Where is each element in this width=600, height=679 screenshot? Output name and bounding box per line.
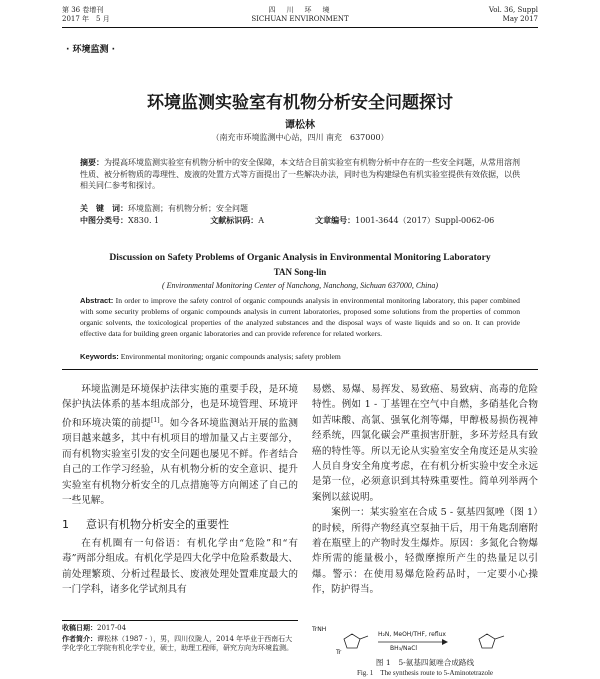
journal-name-cn: 四 川 环 境 [268, 6, 332, 14]
received-line [62, 623, 298, 634]
scheme-reagents-bottom: BH₃/NaCl [390, 645, 418, 652]
right-paragraph-1: 易燃、易爆、易挥发、易致癌、易致病、高毒的危险特性。例如 1 - 丁基锂在空气中自燃，多硝基化合物如苦味酸、高氯、强氧化剂等爆，甲醇极易损伤视神经系统，四氯化碳会严重损害肝脏，多环芳烃具有致癌的特性等。所以无论从实验室安全角度还是从实验人员自身安全角度考虑，在有机分析实验中安全永远是第一位，必须意识到其特殊重要性。简单列举两个案例以兹说明。 [312, 384, 538, 503]
paper-title-cn: 环境监测实验室有机物分析安全问题探讨 [147, 93, 453, 113]
clc-label: 中图分类号： [80, 215, 128, 225]
tetrazole-ring-left [344, 634, 360, 648]
author-bio [62, 634, 298, 654]
abstract-cn [80, 157, 520, 192]
keywords-cn-label: 关 键 词： [80, 203, 128, 213]
affiliation-en: ( Environmental Monitoring Center of Nanchong, Nanchong, Sichuan 637000, China) [161, 281, 439, 290]
keywords-cn-text: 环境监测；有机物分析；安全问题 [128, 204, 248, 213]
date-line: 2017 年 5 月 [62, 15, 110, 23]
journal-issue [489, 6, 538, 24]
body-right-column [312, 382, 538, 598]
bond-right [495, 636, 504, 639]
journal-name [62, 6, 538, 24]
scheme-label-trnh: TrNH [312, 626, 327, 633]
reaction-arrowhead [442, 639, 448, 645]
section-number: 1 [62, 518, 69, 532]
tetrazole-ring-right [479, 634, 495, 648]
header-rule [62, 27, 538, 28]
received-date: 2017-04 [97, 624, 127, 632]
received-label: 收稿日期： [62, 623, 97, 632]
classification-line [80, 215, 520, 226]
section-paragraph: 在有机圈有一句俗语：有机化学由“危险”和“有毒”两部分组成。有机化学是四大化学中危险系数最大、前处理繁琐、分析过程最长、废液处理处置难度最大的一门学科，诸多化学试剂具有 [62, 537, 298, 596]
clc-value: X830. 1 [128, 216, 160, 225]
article-id-label: 文章编号： [315, 215, 356, 225]
footnote-rule [62, 620, 298, 621]
issue-line: Vol. 36, Suppl [488, 6, 538, 14]
scheme-reagents-top: H₂N, MeOH/THF, reflux [378, 631, 446, 638]
abstract-en [80, 295, 520, 339]
author-cn: 谭松林 [285, 120, 315, 131]
author-bio-text: 谭松林（1987 - ），男，四川仪陇人，2014 年毕业于西南石大学化学化工学院有机化学专业，硕士，助理工程师，研究方向为环境监测。 [62, 634, 293, 652]
paper-title-en: Discussion on Safety Problems of Organic Analysis in Environmental Monitoring Laboratory [109, 252, 491, 263]
abstract-cn-label: 摘要： [80, 157, 104, 167]
intro-text: 环境监测是环境保护法律实施的重要手段，是环境保护执法体系的基本组成部分，也是环境管理、环境评价和环境决策的前提 [62, 384, 298, 429]
case-paragraph: 案例一：某实验室在合成 5 - 氨基四氮唑（图 1）的时候，所得产物经真空泵抽干后，用干角匙刮磨附着在瓶壁上的产物时发生爆炸。原因：多氮化合物爆炸所需的能量极小，轻微摩擦所产生的热量足以引爆。警示：在使用易爆危险药品时，一定要小心操作，防护得当。 [312, 507, 538, 596]
figure-scheme [312, 626, 538, 656]
author-bio-label: 作者简介： [62, 633, 97, 643]
keywords-en-label: Keywords: [80, 352, 119, 361]
figure-caption-cn: 图 1 5-氨基四氮唑合成路线 [375, 658, 475, 667]
doc-code-label: 文献标识码： [210, 215, 259, 225]
body-left-column [62, 382, 298, 597]
scheme-label-tr: Tr [336, 649, 342, 656]
issue-date-line: May 2017 [502, 15, 538, 23]
keywords-en-text: Environmental monitoring; organic compounds analysis; safety problem [120, 352, 341, 361]
volume-line: 第 36 卷增刊 [62, 6, 104, 14]
article-id-value: 1001-3644（2017）Suppl-0062-06 [355, 216, 495, 225]
keywords-en [80, 351, 520, 362]
abstract-rule [62, 369, 538, 370]
section-heading [62, 517, 298, 532]
section-tag: · 环境监测 · [66, 45, 116, 55]
abstract-en-label: Abstract: [80, 296, 114, 305]
journal-name-en: SICHUAN ENVIRONMENT [251, 15, 349, 23]
keywords-cn [80, 203, 520, 215]
citation-ref: [1] [151, 416, 160, 424]
intro-paragraph [62, 382, 298, 508]
abstract-en-text: In order to improve the safety control of organic compounds analysis in environmental monitoring laboratory, this paper combined with some security problems of organic compounds analysis in current laboratories, proposed some solutions from the properties of common organic solvents, the toxicological properties of the analyzed substances and the disposal ways of waste liquids and so on. It can provide effective data for building green organic laboratories and can provide reference for related workers. [80, 296, 520, 338]
section-title: 意识有机物分析安全的重要性 [86, 518, 229, 532]
abstract-cn-text: 为提高环境监测实验室有机物分析中的安全保障，本文结合目前实验室有机物分析中存在的一些安全问题，从常用溶剂性质、被分析物质的毒理性、废液的处置方式等方面提出了一些解决办法，同时也为构建绿色有机实验室提供有效依据，以供相关同仁参考和探讨。 [80, 158, 520, 190]
doc-code-value: A [258, 216, 265, 225]
footnote [62, 623, 298, 654]
bond-left [360, 636, 368, 639]
intro-text-cont: 。如今各环境监测站开展的监测项目越来越多，其中有机项目的增加量又占主要部分，而有机物实验室引发的安全问题也屡见不鲜。作者结合自己的工作学习经验，从有机物分析的安全意识、提升实验室有机物分析安全的几点措施等方向阐述了自己的一些见解。 [62, 418, 299, 507]
author-en: TAN Song-lin [273, 267, 327, 277]
affiliation-cn: （南充市环境监测中心站，四川 南充 637000） [211, 133, 389, 142]
figure-caption-en: Fig. 1 The synthesis route to 5-Aminotetrazole [356, 669, 494, 677]
